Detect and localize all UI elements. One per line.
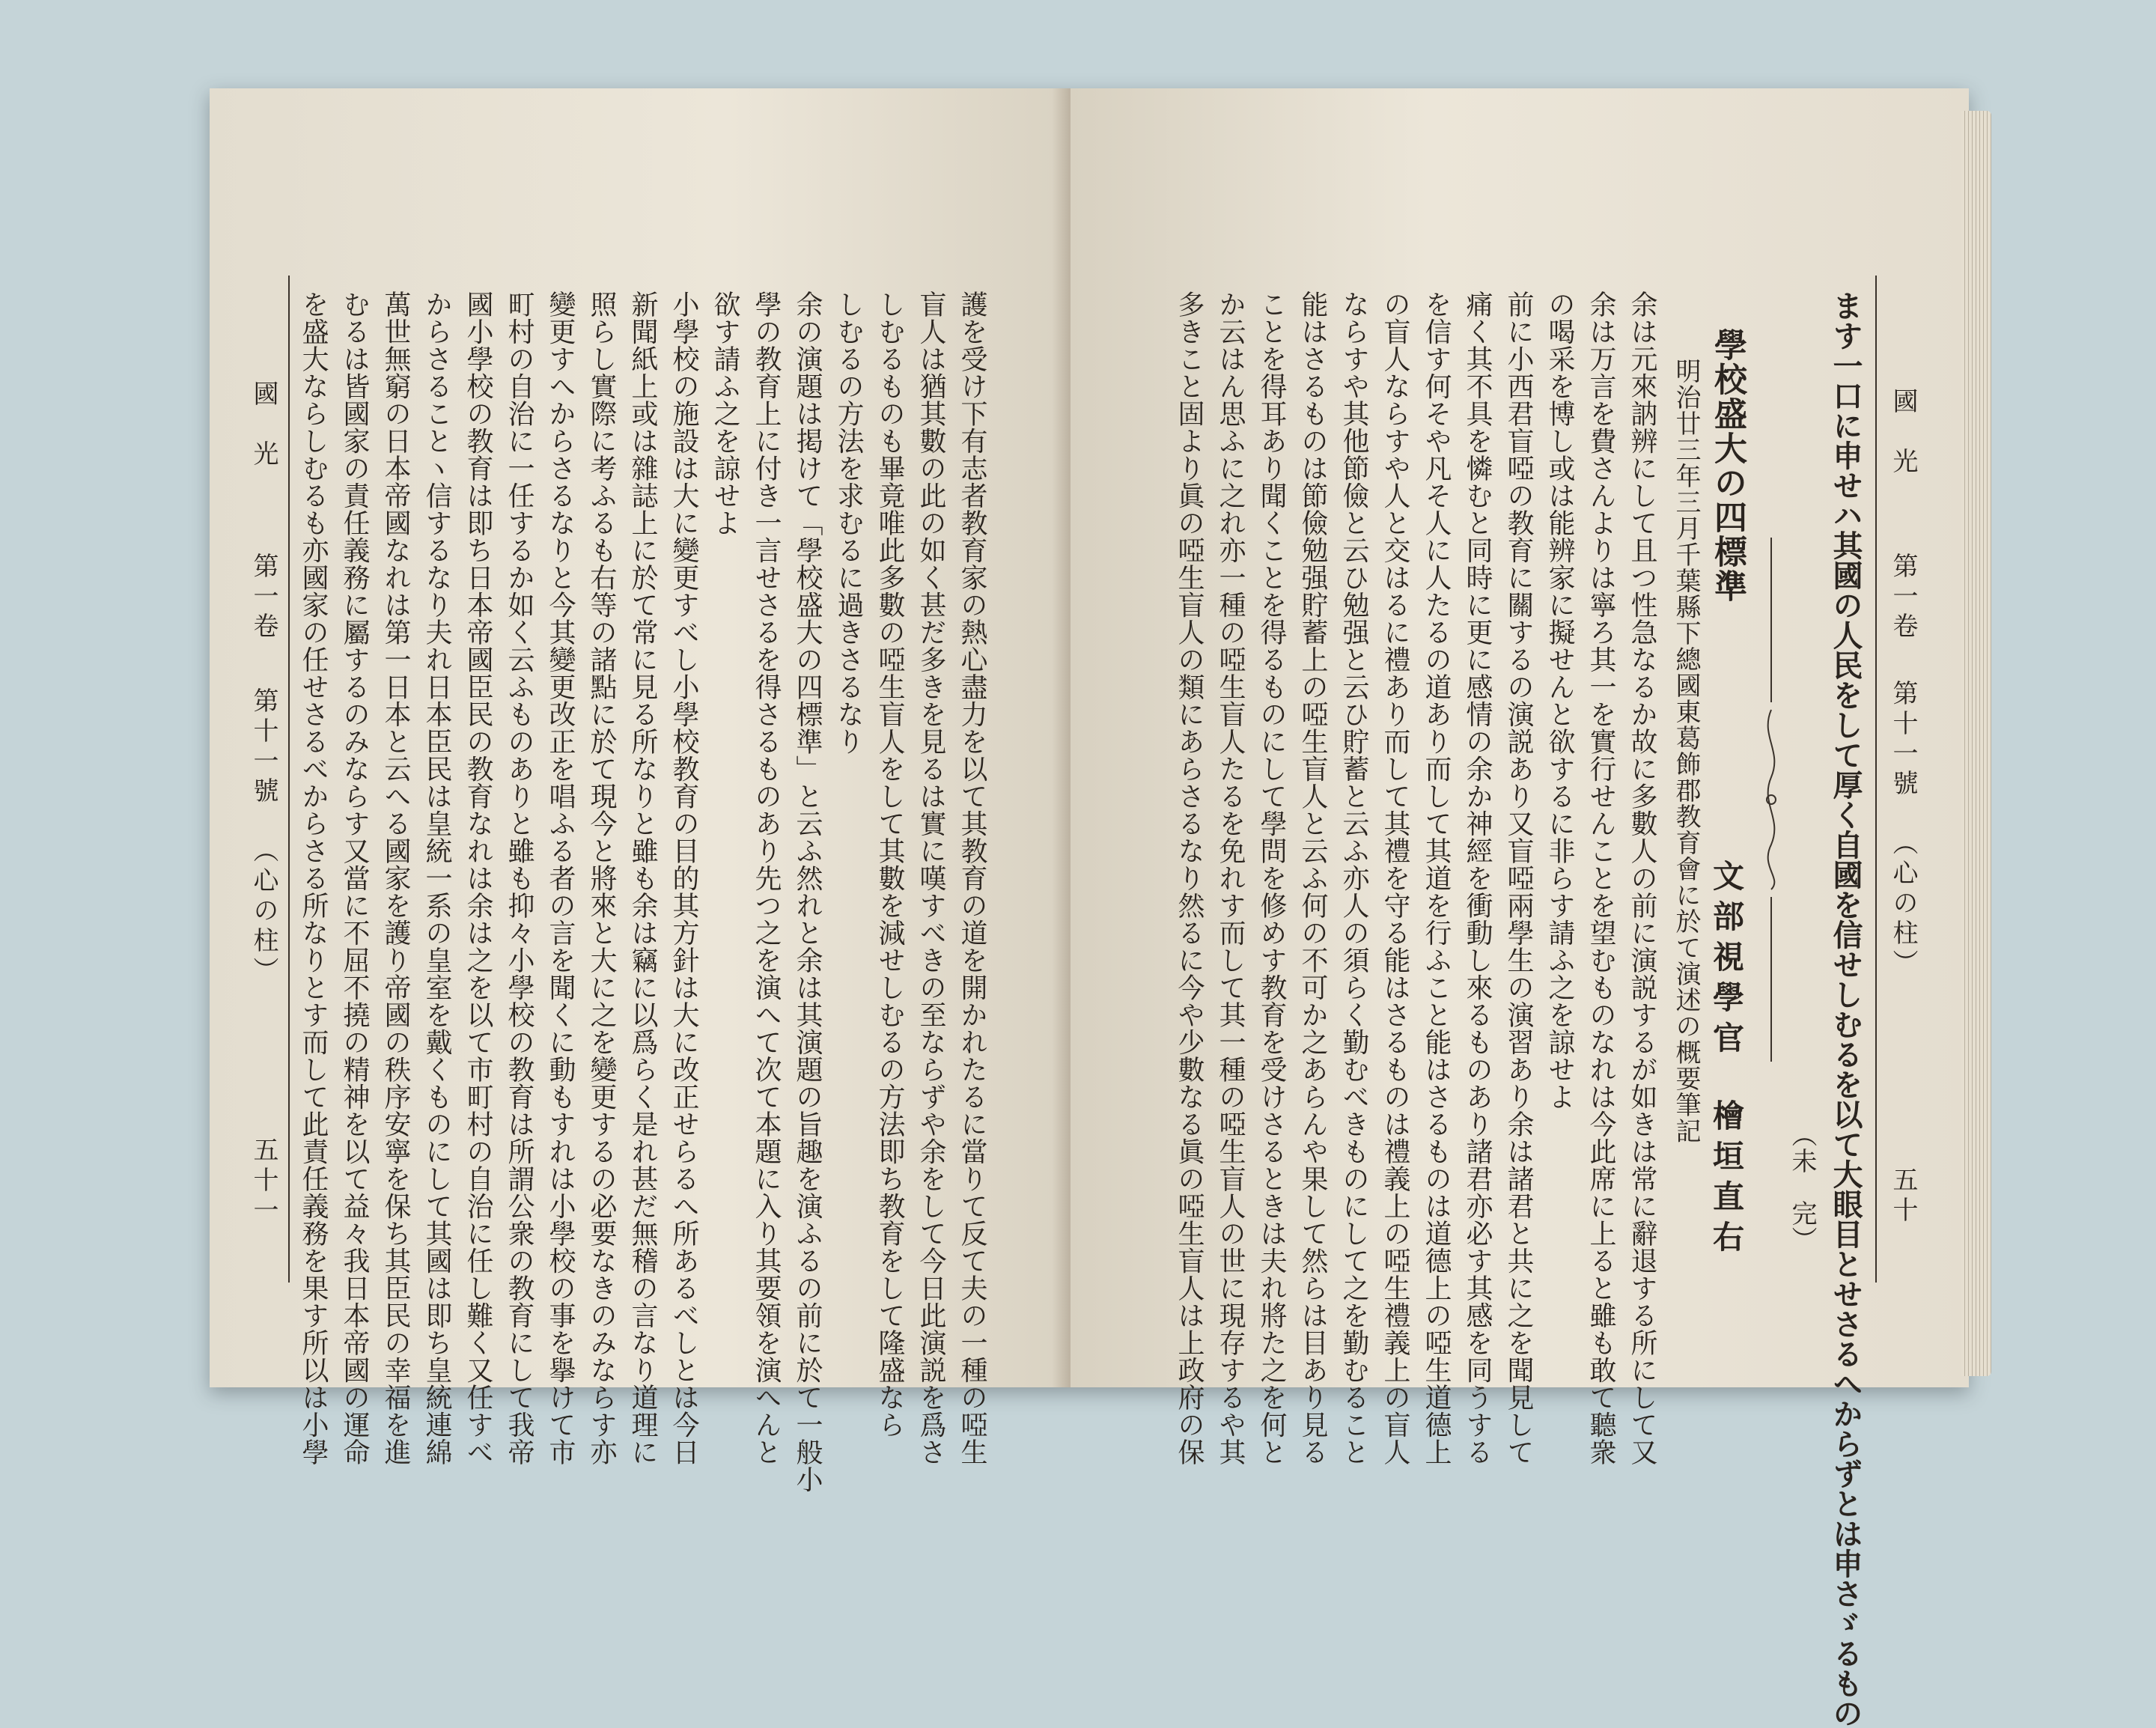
left-body-col: からさることヽ信するなり夫れ日本臣民は皇統一系の皇室を戴くものにして其國は即ち皇統連綿 xyxy=(421,290,452,1466)
left-body-col: 町村の自治に一任するか如く云ふものありと雖も抑々小學校の教育は所謂公衆の教育にして我帝 xyxy=(504,290,535,1466)
article-subtitle: 明治廿三年三月千葉縣下總國東葛飾郡教育會に於て演述の概要筆記 xyxy=(1671,358,1701,1144)
left-header-title: 國 光 xyxy=(249,380,278,470)
left-page-number: 五十一 xyxy=(249,1137,278,1226)
author-title: 文部視學官 xyxy=(1708,860,1745,1062)
right-header-section: （心の柱） xyxy=(1888,830,1918,979)
right-page xyxy=(1071,88,1969,1728)
left-body-col: 護を受け下有志者教育家の熱心盡力を以て其教育の道を開かれたるに當りて反て夫の一種の啞生 xyxy=(957,290,987,1466)
left-body-col: 國小學校の教育は即ち日本帝國臣民の教育なれは余は之を以て市町村の自治に任し難く又任すべ xyxy=(463,290,493,1466)
right-body-col: 痛く其不具を憐むと同時に更に感情の余か神經を衝動し來るものあり諸君亦必す其感を同うする xyxy=(1462,290,1493,1466)
left-body-col: しむるの方法を求むるに過きさるなり xyxy=(833,290,864,755)
right-header-title: 國 光 xyxy=(1888,388,1918,478)
book-spread xyxy=(210,88,1969,1728)
right-body-col: 多きこと固より眞の啞生盲人の類にあらさるなり然るに今や少數なる眞の啞生盲人は上政府の保 xyxy=(1174,290,1205,1466)
ornament-flourish xyxy=(1752,706,1790,893)
ornament-rule-top xyxy=(1770,538,1772,702)
left-body-col: 小學校の施設は大に變更すべし小學校教育の目的其方針は大に改正せらるへ所あるべしとは今日 xyxy=(669,290,699,1466)
left-body-col: を盛大ならしむるも亦國家の任せさるべからさる所なりとす而して此責任義務を果す所以は小學 xyxy=(298,290,329,1466)
right-body-col: か云はん思ふに之れ亦一種の啞生盲人たるを免れす而して其一種の啞生盲人の世に現存するや其 xyxy=(1215,290,1246,1466)
left-body-col: 萬世無窮の日本帝國なれは第一日本と云へる國家を護り帝國の秩序安寧を保ち其臣民の幸福を進 xyxy=(380,290,411,1466)
left-header-issue: 第十一號 xyxy=(249,687,278,807)
right-body-col: 余は万言を費さんよりは寧ろ其一を實行せんことを望むものなれは今此席に上ると雖も敢て聽衆 xyxy=(1586,290,1616,1466)
left-body-col: 變更すへからさるなりと今其變更改正を唱ふる者の言を聞くに動もすれは小學校の事を擧けて市 xyxy=(545,290,576,1466)
right-body-col: 余は元來訥辨にして且つ性急なるか故に多數人の前に演説するが如きは常に辭退する所にして又 xyxy=(1627,290,1657,1466)
left-body-col: 欲す請ふ之を諒せよ xyxy=(710,290,740,537)
left-page xyxy=(210,88,1071,1493)
right-header-issue: 第十一號 xyxy=(1888,680,1918,800)
article-title: 學校盛大の四標準 xyxy=(1708,328,1747,603)
right-header-rule xyxy=(1875,276,1877,1283)
left-body-col: 余の演題は掲けて「學校盛大の四標準」と云ふ然れと余は其演題の旨趣を演ふるの前に於て一般小 xyxy=(792,290,823,1493)
right-header-volume: 第一卷 xyxy=(1888,553,1918,642)
left-header-volume: 第一卷 xyxy=(249,553,278,642)
left-body-col: 新聞紙上或は雜誌上に於て常に見る所なりと雖も余は竊に以爲らく是れ甚だ無稽の言なり道理に xyxy=(627,290,658,1466)
right-body-col: の盲人ならすや人と交はるに禮あり而して其禮を守る能はさるものは禮義上の啞生禮義上の盲人 xyxy=(1380,290,1410,1466)
right-body-col: の喝采を博し或は能辨家に擬せんと欲するに非らす請ふ之を諒せよ xyxy=(1544,290,1575,1110)
left-body-col: 學の教育上に付き一言せさるを得さるものあり先つ之を演へて次て本題に入り其要領を演へんと xyxy=(751,290,782,1466)
left-body-col: しむるものも畢竟唯此多數の啞生盲人をして其數を減せしむるの方法即ち教育をして隆盛なら xyxy=(874,290,905,1438)
left-header-section: （心の柱） xyxy=(249,837,278,987)
right-body-col: 前に小西君盲啞の教育に關するの演説あり又盲啞兩學生の演習あり余は諸君と共に之を聞見して xyxy=(1503,290,1534,1466)
right-page-number: 五十 xyxy=(1888,1166,1918,1226)
end-mark: （未 完） xyxy=(1787,1122,1817,1253)
ornament-rule-bottom xyxy=(1770,897,1772,1062)
author-name: 檜垣直右 xyxy=(1708,1099,1745,1261)
right-body-col: を信す何そや凡そ人に人たるの道あり而して其道を行ふこと能はさるものは道德上の啞生道德上 xyxy=(1421,290,1452,1466)
left-body-col: 照らし實際に考ふるも右等の諸點に於て現今と將來と大に之を變更するの必要なきのみならす亦 xyxy=(586,290,617,1466)
emphasis-line: ます一口に申せハ其國の人民をして厚く自國を信せしむるを以て大眼目とせさるへからずとは申さゞるもの xyxy=(1828,290,1863,1728)
left-body-col: むるは皆國家の責任義務に屬するのみならす又當に不屈不撓の精神を以て益々我日本帝國の運命 xyxy=(339,290,370,1466)
right-body-col: ことを得耳あり聞くことを得るものにして學問を修めす教育を受けさるときは夫れ將た之を何と xyxy=(1256,290,1287,1466)
left-header-rule xyxy=(288,276,290,1283)
right-body-col: ならすや其他節儉と云ひ勉强と云ひ貯蓄と云ふ亦人の須らく勤むべきものにして之を勤むること xyxy=(1339,290,1369,1466)
page-edges xyxy=(1961,111,1991,1376)
left-body-col: 盲人は猶其數の此の如く甚だ多きを見るは實に嘆すべきの至ならずや余をして今日此演説を爲さ xyxy=(916,290,946,1466)
right-body-col: 能はさるものは節儉勉强貯蓄上の啞生盲人と云ふ何の不可か之あらんや果して然らは目あり見る xyxy=(1297,290,1328,1466)
